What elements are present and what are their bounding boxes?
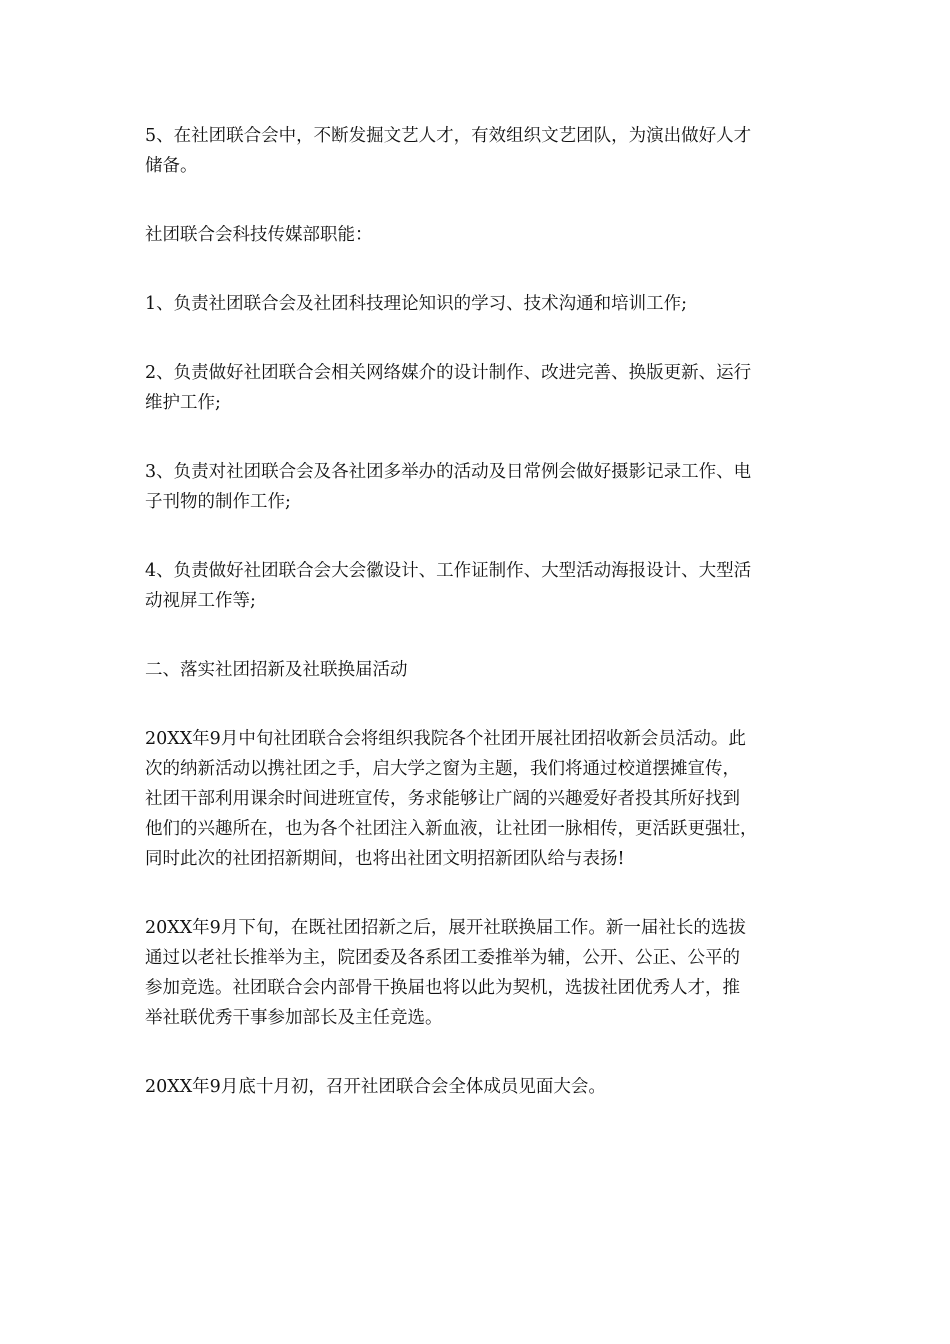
paragraph-gap (145, 319, 815, 358)
paragraph-gap (145, 1033, 815, 1072)
paragraph-gap (145, 685, 815, 724)
section-heading-2: 二、落实社团招新及社联换届活动 (145, 660, 408, 680)
paragraph-gap (145, 616, 815, 655)
paragraph-gap (145, 874, 815, 913)
paragraph-gap (145, 517, 815, 556)
paragraph-meeting: 20XX年9月底十月初，召开社团联合会全体成员见面大会。 (145, 1077, 606, 1097)
document-body (145, 121, 815, 1102)
heading-tech-media-dept: 社团联合会科技传媒部职能： (145, 225, 373, 245)
paragraph-election: 20XX年9月下旬，在既社团招新之后，展开社联换届工作。新一届社长的选拔 通过以老社长推举为主，院团委及各系团工委推举为辅，公开、公正、公平的 参加竞选。社团联合会内部骨干换届也将以此为契机，选拔社团优秀人才，推 举社联优秀干事参加部长及主任竞选。 (145, 918, 746, 1028)
paragraph-gap (145, 418, 815, 457)
list-item-3: 3、负责对社团联合会及各社团多举办的活动及日常例会做好摄影记录工作、电 子刊物的制作工作; (145, 462, 752, 512)
paragraph-arts-talent: 5、在社团联合会中，不断发掘文艺人才，有效组织文艺团队，为演出做好人才 储备。 (145, 126, 752, 176)
list-item-1: 1、负责社团联合会及社团科技理论知识的学习、技术沟通和培训工作; (145, 294, 688, 314)
list-item-4: 4、负责做好社团联合会大会徽设计、工作证制作、大型活动海报设计、大型活 动视屏工作等; (145, 561, 752, 611)
paragraph-gap (145, 250, 815, 289)
list-item-2: 2、负责做好社团联合会相关网络媒介的设计制作、改进完善、换版更新、运行 维护工作; (145, 363, 752, 413)
paragraph-recruitment: 20XX年9月中旬社团联合会将组织我院各个社团开展社团招收新会员活动。此 次的纳新活动以携社团之手，启大学之窗为主题，我们将通过校道摆摊宣传， 社团干部利用课余时间进班宣传，务求能够让广阔的兴趣爱好者投其所好找到 他们的兴趣所在，也为各个社团注入新血液，让社团一脉相传，更活跃更强壮， 同时此次的社团招新期间，也将出社团文明招新团队给与表扬! (145, 729, 758, 869)
paragraph-gap (145, 181, 815, 220)
